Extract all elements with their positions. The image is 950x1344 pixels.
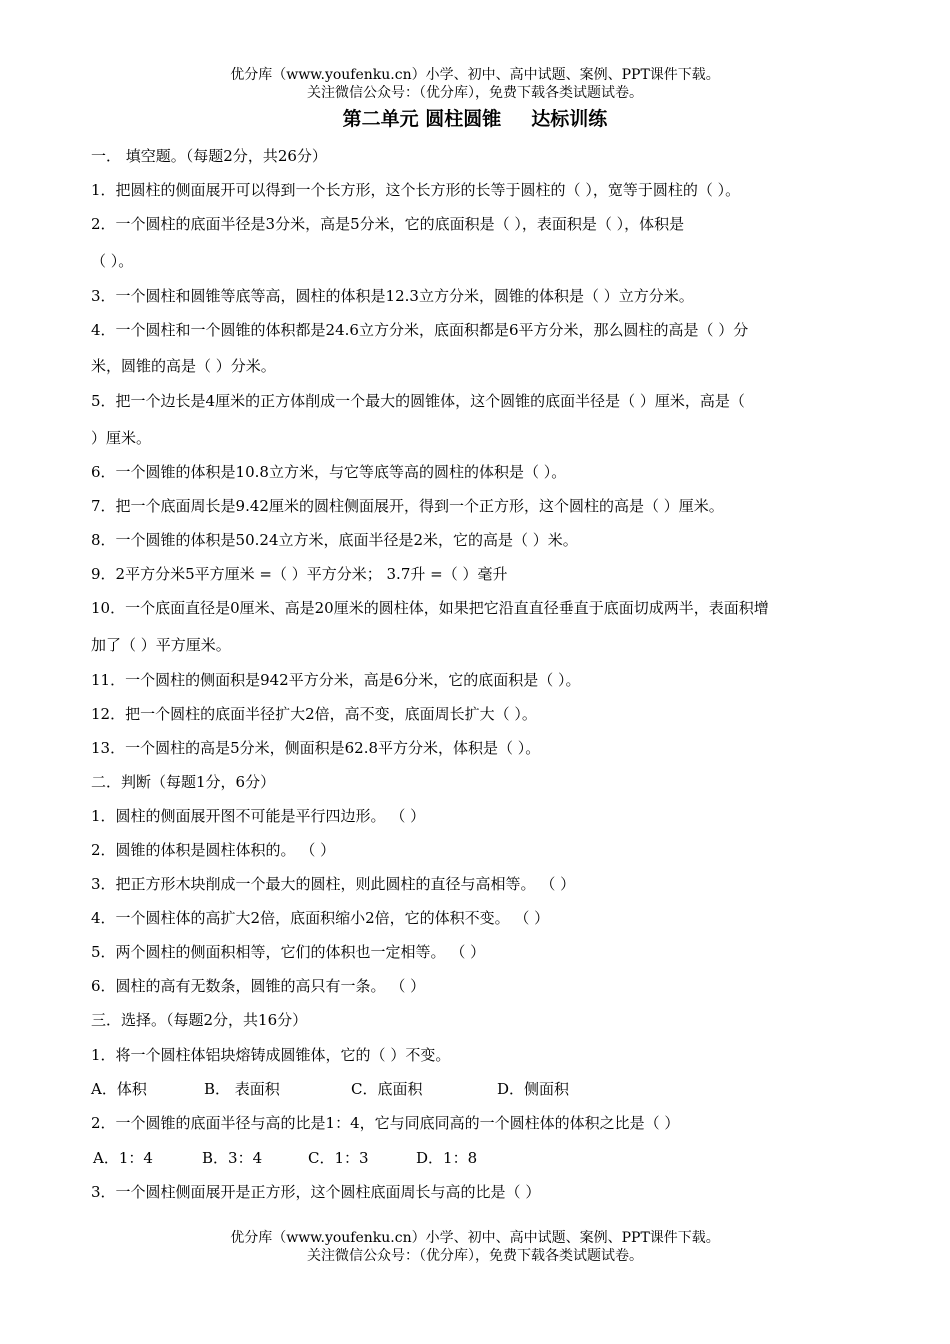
option-b: B．3：4 [202, 1149, 263, 1167]
page-title [0, 106, 950, 132]
footer-line-2: 关注微信公众号：（优分库），免费下载各类试题试卷。 [307, 1248, 643, 1264]
question-line: 10．一个底面直径是0厘米、高是20厘米的圆柱体，如果把它沿直直径垂直于底面切成两半，表面积增 [91, 599, 769, 617]
question-line: 6．圆柱的高有无数条，圆锥的高只有一条。 （ ） [91, 977, 426, 995]
options-row-q1 [91, 1079, 861, 1099]
question-line: 13．一个圆柱的高是5分米，侧面积是62.8平方分米，体积是（ ）。 [91, 739, 541, 757]
section-heading-choice: 三．选择。（每题2分，共16分） [91, 1011, 308, 1029]
question-line: （ ）。 [91, 252, 134, 270]
section-heading-judge: 二．判断（每题1分，6分） [91, 773, 276, 791]
question-line: 3．把正方形木块削成一个最大的圆柱，则此圆柱的直径与高相等。 （ ） [91, 875, 576, 893]
question-line: 2．一个圆锥的底面半径与高的比是1：4，它与同底同高的一个圆柱体的体积之比是（ ） [91, 1114, 680, 1132]
page-header [0, 66, 950, 102]
question-line: 3．一个圆柱侧面展开是正方形，这个圆柱底面周长与高的比是（ ） [91, 1183, 541, 1201]
question-line: 1．圆柱的侧面展开图不可能是平行四边形。 （ ） [91, 807, 426, 825]
options-row-q2 [93, 1148, 863, 1168]
question-line: 2．一个圆柱的底面半径是3分米，高是5分米，它的底面积是（ ），表面积是（ ），体积是 [91, 215, 685, 233]
option-d: D．1：8 [416, 1149, 478, 1167]
header-line-2: 关注微信公众号：（优分库），免费下载各类试题试卷。 [307, 85, 643, 101]
section-heading-fill: 一． 填空题。（每题2分，共26分） [91, 147, 327, 165]
question-line: 3．一个圆柱和圆锥等底等高，圆柱的体积是12.3立方分米，圆锥的体积是（ ）立方分米。 [91, 287, 694, 305]
question-line: 米，圆锥的高是（ ）分米。 [91, 357, 276, 375]
question-line: 12．把一个圆柱的底面半径扩大2倍，高不变，底面周长扩大（ ）。 [91, 705, 537, 723]
question-line: 1．将一个圆柱体铝块熔铸成圆锥体，它的（ ）不变。 [91, 1046, 451, 1064]
question-line: 6．一个圆锥的体积是10.8立方米，与它等底等高的圆柱的体积是（ ）。 [91, 463, 567, 481]
option-c: C．1：3 [308, 1149, 369, 1167]
option-a: A．1：4 [93, 1149, 153, 1167]
question-line: 1．把圆柱的侧面展开可以得到一个长方形，这个长方形的长等于圆柱的（ ），宽等于圆柱的（ ）。 [91, 181, 741, 199]
question-line: 加了（ ）平方厘米。 [91, 636, 231, 654]
question-line: 5．把一个边长是4厘米的正方体削成一个最大的圆锥体，这个圆锥的底面半径是（ ）厘米，高是（ [91, 392, 745, 410]
question-line: 7．把一个底面周长是9.42厘米的圆柱侧面展开，得到一个正方形，这个圆柱的高是（ ）厘米。 [91, 497, 724, 515]
option-a: A．体积 [91, 1080, 147, 1098]
option-c: C．底面积 [351, 1080, 423, 1098]
question-line: 9．2平方分米5平方厘米 =（ ）平方分米； 3.7升 =（ ）毫升 [91, 565, 508, 583]
question-line: 5．两个圆柱的侧面积相等，它们的体积也一定相等。 （ ） [91, 943, 486, 961]
header-line-1: 优分库（www.youfenku.cn）小学、初中、高中试题、案例、PPT课件下载。 [230, 67, 720, 83]
question-line: ）厘米。 [91, 429, 152, 447]
title-main: 第二单元 圆柱圆锥 [342, 108, 502, 130]
question-line: 2．圆锥的体积是圆柱体积的。 （ ） [91, 841, 336, 859]
page-footer [0, 1229, 950, 1265]
question-line: 4．一个圆柱和一个圆锥的体积都是24.6立方分米，底面积都是6平方分米，那么圆柱的高是（ ）分 [91, 321, 749, 339]
footer-line-1: 优分库（www.youfenku.cn）小学、初中、高中试题、案例、PPT课件下载。 [230, 1230, 720, 1246]
option-d: D．侧面积 [497, 1080, 570, 1098]
question-line: 11．一个圆柱的侧面积是942平方分米，高是6分米，它的底面积是（ ）。 [91, 671, 581, 689]
question-line: 8．一个圆锥的体积是50.24立方米，底面半径是2米，它的高是（ ）米。 [91, 531, 578, 549]
title-sub: 达标训练 [531, 108, 608, 130]
option-b: B． 表面积 [204, 1080, 280, 1098]
question-line: 4．一个圆柱体的高扩大2倍，底面积缩小2倍，它的体积不变。 （ ） [91, 909, 550, 927]
